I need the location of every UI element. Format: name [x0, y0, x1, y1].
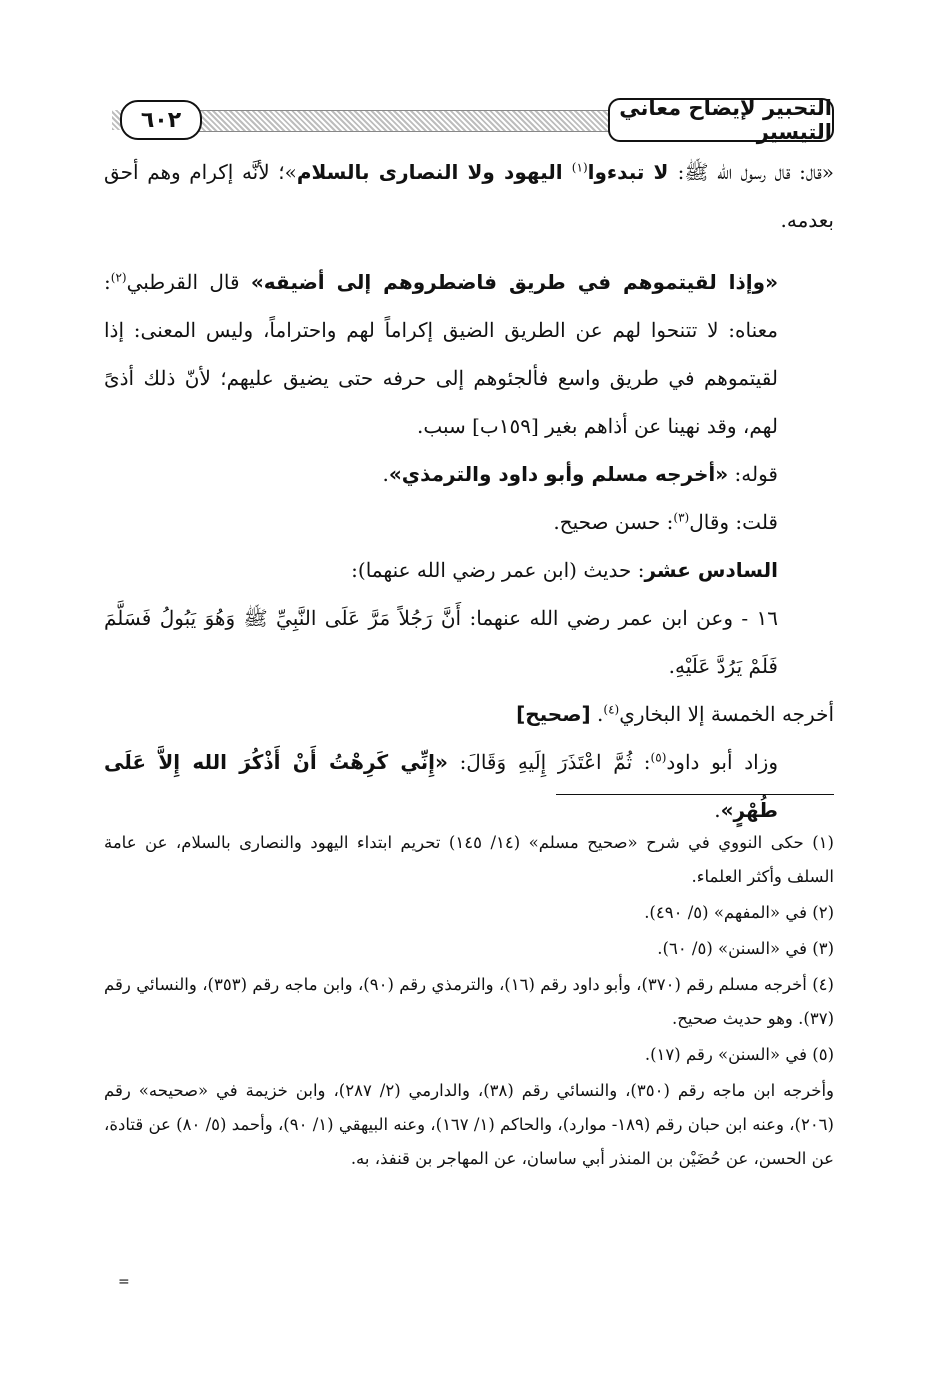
paragraph-2: «وإذا لقيتموهم في طريق فاضطروهم إلى أضيقه» قال القرطبي$^{(٢)}$: معناه: لا تتنحوا لهم عن الطريق الضيق إكراماً لهم واحتراماً، وليس المعنى: إذا لقيتموهم في طريق واسع فألجئوهم إلى حرفه حتى يضيق عليهم؛ لأنّ ذلك أذىً لهم، وقد نهينا عن أذاهم بغير [١٥٩ب] سبب. [104, 270, 778, 438]
hadith-16: ١٦ - وعن ابن عمر رضي الله عنهما: أَنَّ رَجُلاً مَرَّ عَلَى النَّبِيِّ ﷺ وَهُوَ يَبُولُ فَسَلَّمَ فَلَمْ يَرُدَّ عَلَيْهِ. [104, 606, 779, 678]
book-title: التحبير لإيضاح معاني التيسير [608, 98, 834, 142]
paragraph-1: «قال: قال رسول الله ﷺ: لا تبدءوا$^{(١)}$ اليهود ولا النصارى بالسلام»؛ لأنَّه إكرام وهم أحق بعدمه. [104, 160, 834, 232]
page-number: ٦٠٢ [120, 100, 202, 140]
continuation-mark: = [118, 1274, 130, 1290]
takhrij-line: أخرجه الخمسة إلا البخاري$^{(٤)}$. [صحيح] [516, 702, 834, 726]
footnote-3: (٣) في «السنن» (٥/ ٦٠). [657, 939, 834, 958]
footnote-ref-1: (١) [571, 160, 588, 175]
footnote-ref-4: (٤) [603, 702, 620, 717]
main-text [104, 148, 834, 834]
section-heading: السادس عشر: حديث (ابن عمر رضي الله عنهما): [351, 558, 778, 582]
grade-badge: [صحيح] [516, 702, 591, 726]
footnote-divider [556, 794, 834, 795]
footnote-1: (١) حكى النووي في شرح «صحيح مسلم» (١٤/ ١٤٥) تحريم ابتداء اليهود والنصارى بالسلام، عن عامة السلف وأكثر العلماء. [104, 833, 834, 886]
footnote-ref-3: (٣) [673, 510, 690, 525]
footnote-5-continued: وأخرجه ابن ماجه رقم (٣٥٠)، والنسائي رقم (٣٨)، والدارمي (٢/ ٢٨٧)، وابن خزيمة في «صحيحه» رقم (٢٠٦)، وعنه ابن حبان رقم (١٨٩- موارد)، والحاكم (١/ ١٦٧)، وعنه البيهقي (١/ ٩٠)، وأحمد (٥/ ٨٠) عن قتادة، عن الحسن، عن حُضَيْن بن المنذر أبي ساسان، عن المهاجر بن قنفذ، به. [104, 1081, 835, 1168]
running-header [112, 98, 834, 142]
paragraph-3: قوله: «أخرجه مسلم وأبو داود والترمذي». [382, 462, 778, 486]
abu-dawud-addition: وزاد أبو داود$^{(٥)}$: ثُمَّ اعْتَذَرَ إِلَيهِ وَقَالَ: «إِنِّي كَرِهْتُ أَنْ أَذْكُرَ الله إِلاَّ عَلَى طُهْرٍ». [104, 750, 778, 822]
footnote-5: (٥) في «السنن» رقم (١٧). [644, 1045, 834, 1064]
paragraph-4: قلت: وقال$^{(٣)}$: حسن صحيح. [553, 510, 778, 534]
footnote-ref-5: (٥) [650, 750, 667, 765]
footnote-ref-2: (٢) [110, 270, 127, 285]
header-ornament-band [198, 110, 614, 132]
footnotes [104, 826, 834, 1178]
footnote-4: (٤) أخرجه مسلم رقم (٣٧٠)، وأبو داود رقم (١٦)، والترمذي رقم (٩٠)، وابن ماجه رقم (٣٥٣)، والنسائي رقم (٣٧). وهو حديث صحيح. [104, 975, 834, 1028]
footnote-2: (٢) في «المفهم» (٥/ ٤٩٠). [644, 903, 834, 922]
